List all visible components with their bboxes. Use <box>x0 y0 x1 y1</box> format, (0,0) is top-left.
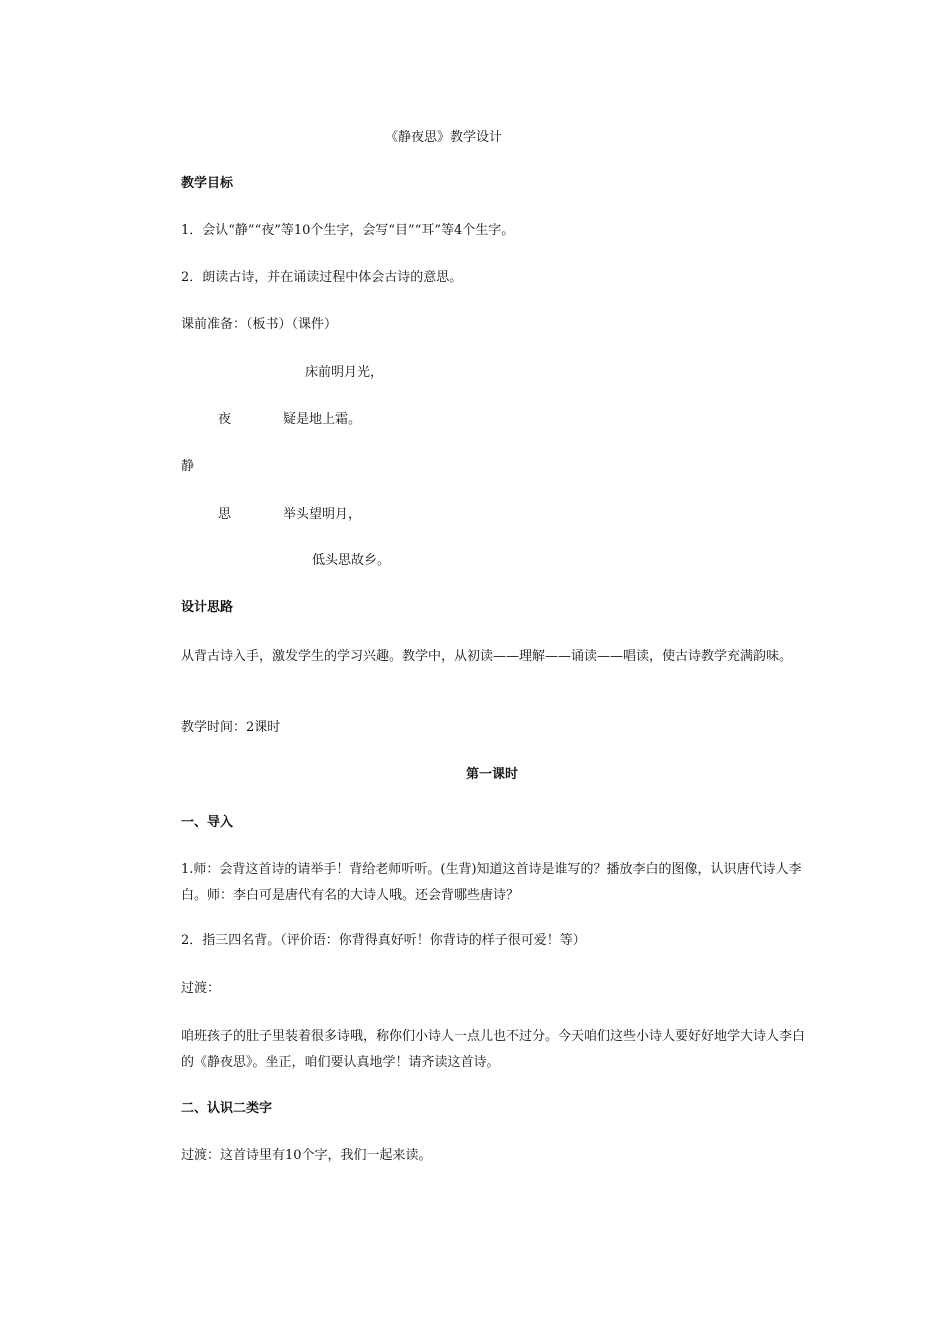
section-1-paragraph-3: 咱班孩子的肚子里装着很多诗哦，称你们小诗人一点儿也不过分。今天咱们这些小诗人要好好地学大诗人李白的《静夜思》。坐正，咱们要认真地学！请齐读这首诗。 <box>181 1029 806 1070</box>
lesson-prep: 课前准备：（板书）（课件） <box>181 317 338 332</box>
section-2-heading: 二、认识二类字 <box>181 1101 273 1116</box>
transition-label: 过渡： <box>181 981 221 996</box>
design-heading: 设计思路 <box>181 600 234 615</box>
document-title: 《静夜思》教学设计 <box>385 130 503 145</box>
goal-1: 1．会认“静”“夜”等10个生字，会写“目”“耳”等4个生字。 <box>181 223 515 238</box>
section-1-paragraph-2: 2．指三四名背。（评价语：你背得真好听！你背诗的样子很可爱！等） <box>181 933 586 948</box>
goal-2: 2．朗读古诗，并在诵读过程中体会古诗的意思。 <box>181 270 463 285</box>
board-char-jing: 静 <box>181 459 195 474</box>
board-char-si: 思 <box>218 507 232 522</box>
lesson-1-heading: 第一课时 <box>466 767 519 782</box>
section-2-paragraph-1: 过渡：这首诗里有10个字，我们一起来读。 <box>181 1148 432 1163</box>
poem-line-1: 床前明月光， <box>305 365 384 380</box>
teaching-time: 教学时间：2课时 <box>181 720 281 735</box>
section-1-heading: 一、导入 <box>181 815 234 830</box>
board-char-ye: 夜 <box>218 412 232 427</box>
poem-line-3: 举头望明月， <box>283 507 362 522</box>
poem-line-2: 疑是地上霜。 <box>283 412 362 427</box>
design-text-content: 从背古诗入手，激发学生的学习兴趣。教学中，从初读——理解——诵读——唱读，使古诗教学充满韵味。 <box>181 649 793 664</box>
section-1-paragraph-1: 1.师：会背这首诗的请举手！背给老师听听。(生背)知道这首诗是谁写的？播放李白的图像，认识唐代诗人李白。师：李白可是唐代有名的大诗人哦。还会背哪些唐诗？ <box>181 862 802 903</box>
design-text <box>181 644 811 670</box>
goals-heading: 教学目标 <box>181 176 234 191</box>
poem-line-4: 低头思故乡。 <box>312 553 391 568</box>
